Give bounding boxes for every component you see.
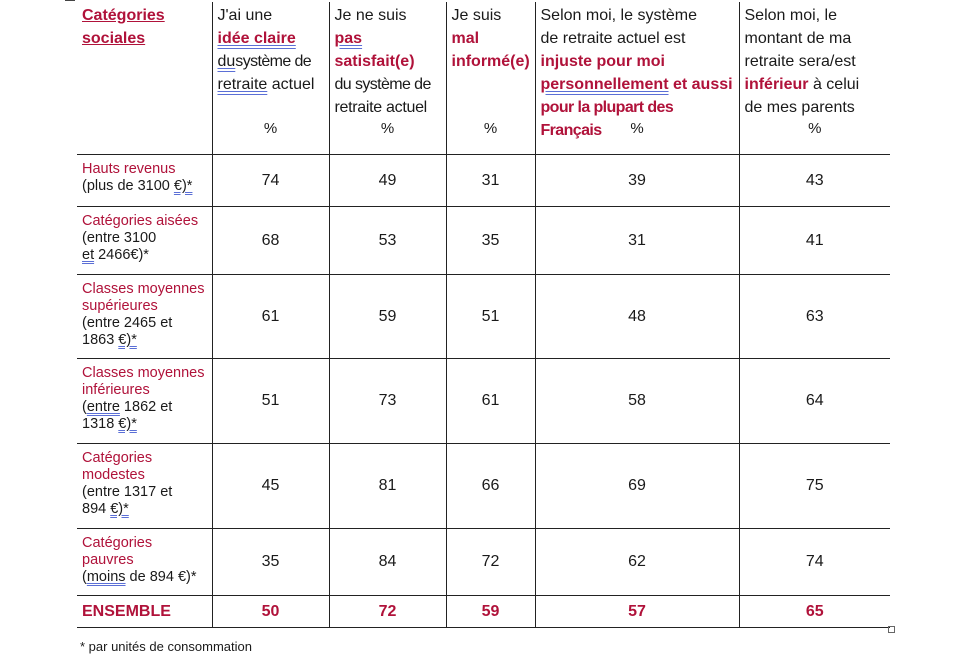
header-inferieur: Selon moi, le montant de ma retraite sera/est inférieur à celui de mes parents % xyxy=(739,2,890,155)
header-inferieur-pct: % xyxy=(808,120,822,137)
row-category: Hauts revenus (plus de 3100 €)* xyxy=(77,155,212,207)
cell-value: 81 xyxy=(329,444,446,529)
cell-value: 39 xyxy=(535,155,739,207)
total-value: 65 xyxy=(739,596,890,628)
header-categories xyxy=(77,2,212,155)
total-value: 72 xyxy=(329,596,446,628)
header-pas-satisfait: Je ne suis pas satisfait(e) du système de retraite actuel % xyxy=(329,2,446,155)
total-row xyxy=(77,596,890,628)
cell-value: 84 xyxy=(329,529,446,596)
header-idee-claire-pct: % xyxy=(263,120,278,137)
header-injuste-pct: % xyxy=(630,120,644,137)
table-row xyxy=(77,359,890,444)
table-row xyxy=(77,529,890,596)
header-pas-satisfait-pct: % xyxy=(380,120,395,137)
total-value: 50 xyxy=(212,596,329,628)
cell-value: 69 xyxy=(535,444,739,529)
cell-value: 51 xyxy=(212,359,329,444)
table-row xyxy=(77,207,890,275)
cell-value: 74 xyxy=(739,529,890,596)
total-label: ENSEMBLE xyxy=(77,596,212,628)
cell-value: 59 xyxy=(329,275,446,359)
total-value: 59 xyxy=(446,596,535,628)
cell-value: 35 xyxy=(446,207,535,275)
cell-value: 61 xyxy=(212,275,329,359)
cell-value: 31 xyxy=(446,155,535,207)
table-row xyxy=(77,155,890,207)
header-categories-line1: Catégories xyxy=(82,7,165,24)
row-category: Catégories aisées (entre 3100 et 2466€)* xyxy=(77,207,212,275)
table-resize-handle[interactable] xyxy=(888,626,895,633)
cell-value: 74 xyxy=(212,155,329,207)
cell-value: 53 xyxy=(329,207,446,275)
row-category: Catégories modestes (entre 1317 et 894 €)* xyxy=(77,444,212,529)
cell-value: 35 xyxy=(212,529,329,596)
table-row xyxy=(77,275,890,359)
header-mal-informe-pct: % xyxy=(483,120,498,137)
page-corner-mark xyxy=(65,0,75,1)
cell-value: 48 xyxy=(535,275,739,359)
cell-value: 62 xyxy=(535,529,739,596)
cell-value: 49 xyxy=(329,155,446,207)
cell-value: 73 xyxy=(329,359,446,444)
cell-value: 51 xyxy=(446,275,535,359)
table-row xyxy=(77,444,890,529)
cell-value: 72 xyxy=(446,529,535,596)
header-injuste: Selon moi, le système de retraite actuel est injuste pour moi personnellement et aussi pour la plupart des Français % xyxy=(535,2,739,155)
row-category: Classes moyennes supérieures (entre 2465 et 1863 €)* xyxy=(77,275,212,359)
cell-value: 64 xyxy=(739,359,890,444)
header-categories-line2: sociales xyxy=(82,30,146,47)
header-mal-informe: Je suis mal informé(e) % xyxy=(446,2,535,155)
cell-value: 31 xyxy=(535,207,739,275)
cell-value: 66 xyxy=(446,444,535,529)
cell-value: 61 xyxy=(446,359,535,444)
cell-value: 41 xyxy=(739,207,890,275)
survey-table xyxy=(77,2,890,628)
cell-value: 58 xyxy=(535,359,739,444)
cell-value: 43 xyxy=(739,155,890,207)
header-idee-claire: J'ai une idée claire dusystème de retraite actuel % xyxy=(212,2,329,155)
footnote: * par unités de consommation xyxy=(80,639,252,654)
cell-value: 63 xyxy=(739,275,890,359)
row-category: Classes moyennes inférieures (entre 1862 et 1318 €)* xyxy=(77,359,212,444)
cell-value: 45 xyxy=(212,444,329,529)
row-category: Catégories pauvres (moins de 894 €)* xyxy=(77,529,212,596)
cell-value: 68 xyxy=(212,207,329,275)
header-row xyxy=(77,2,890,155)
cell-value: 75 xyxy=(739,444,890,529)
total-value: 57 xyxy=(535,596,739,628)
